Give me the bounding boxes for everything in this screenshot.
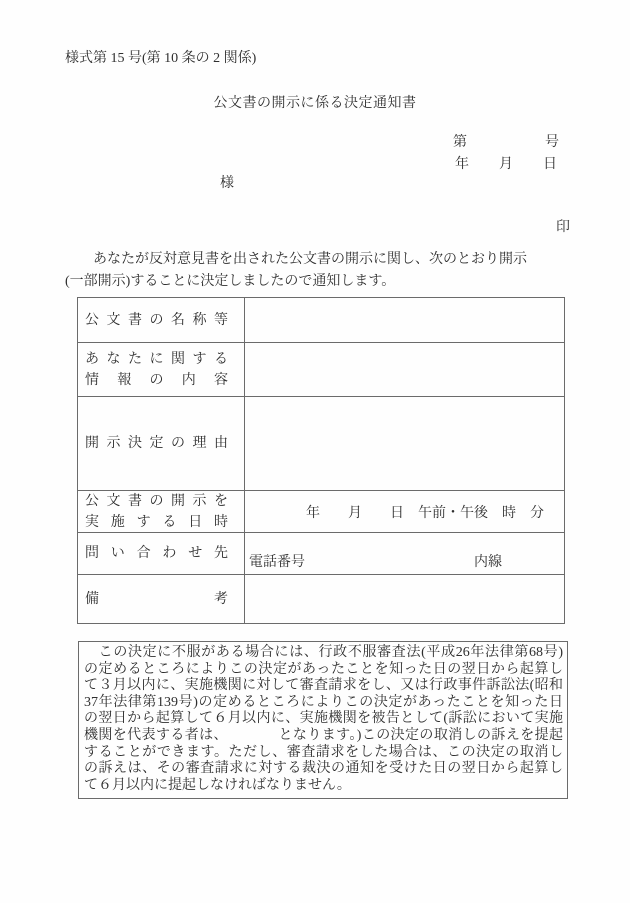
row-label: 備考 (85, 591, 228, 607)
row-label-cell (78, 343, 245, 396)
row-label: 問い合わせ先 (85, 546, 228, 561)
doc-number-prefix: 第 (453, 135, 467, 150)
notice-line: 機関を代表する者は、 となります。)この決定の取消しの訴えを提起 (84, 727, 563, 743)
remarks-field (245, 575, 564, 623)
appeal-notice-box (78, 641, 568, 799)
row-label: 公文書の名称等 (85, 312, 228, 328)
notice-line: て６月以内に提起しなければなりません。 (84, 777, 351, 793)
date-line (455, 153, 557, 173)
row-label-cell (78, 575, 245, 623)
table-row-personal-info (78, 342, 564, 396)
row-label: 開示決定の理由 (85, 436, 228, 451)
row-label: 情報の内容 (85, 372, 228, 388)
doc-number-line (453, 131, 559, 151)
row-label-cell (78, 533, 245, 574)
table-row-disclosure-datetime (78, 490, 564, 532)
row-label-cell (78, 491, 245, 532)
notice-line: することができます。ただし、審査請求をした場合は、この決定の取消し (84, 744, 563, 760)
seal-mark: 印 (556, 220, 570, 235)
disclosure-datetime-field (245, 491, 564, 532)
table-row-remarks (78, 574, 564, 623)
table-row-document-name (78, 298, 564, 342)
document-name-field (245, 298, 564, 342)
notice-line: の定めるところによりこの決定があったことを知った日の翌日から起算し (84, 661, 563, 677)
table-row-decision-reason (78, 396, 564, 490)
row-label: あなたに関する (85, 351, 228, 367)
notice-line: の訴えは、その審査請求に対する裁決の通知を受けた日の翌日から起算し (84, 761, 563, 777)
form-number: 様式第 15 号(第 10 条の 2 関係) (65, 51, 257, 66)
table-row-contact (78, 532, 564, 574)
date-day-label: 日 (543, 157, 557, 172)
intro-line: あなたが反対意見書を出された公文書の開示に関し、次のとおり開示 (65, 252, 527, 267)
notice-line: の翌日から起算して６月以内に、実施機関を被告として(訴訟において実施 (84, 711, 563, 727)
notice-line: この決定に不服がある場合には、行政不服審査法(平成26年法律第68号) (84, 645, 563, 660)
phone-number-label: 電話番号 (249, 555, 305, 570)
row-label-cell (78, 298, 245, 342)
extension-label: 内線 (474, 555, 502, 570)
intro-line: (一部開示)することに決定しましたので通知します。 (65, 274, 396, 289)
intro-paragraph (65, 249, 565, 293)
decision-table (77, 297, 565, 624)
notice-line: て３月以内に、実施機関に対して審査請求をし、又は行政事件訴訟法(昭和 (84, 678, 563, 694)
notice-line: 37年法律第139号)の定めるところによりこの決定があったことを知った日 (84, 694, 563, 710)
date-month-label: 月 (499, 157, 513, 172)
addressee-suffix: 様 (220, 176, 234, 191)
row-label-cell (78, 397, 245, 490)
datetime-placeholder-text: 年 月 日 午前・午後 時 分 (306, 505, 544, 521)
row-label: 公文書の開示を (85, 493, 228, 509)
decision-reason-field (245, 397, 564, 490)
date-year-label: 年 (455, 157, 469, 172)
contact-field (245, 533, 564, 574)
page-title: 公文書の開示に係る決定通知書 (213, 96, 417, 111)
doc-number-suffix: 号 (545, 135, 559, 150)
row-label: 実施する日時 (85, 514, 228, 530)
personal-info-field (245, 343, 564, 396)
